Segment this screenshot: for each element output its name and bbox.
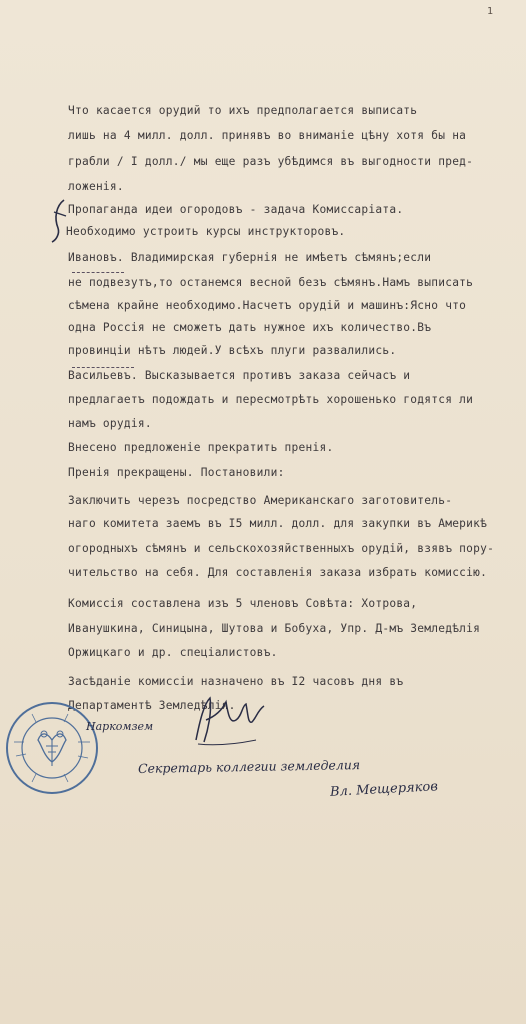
secretary-name-signature: Вл. Мещеряков	[329, 779, 439, 800]
text-line: наго комитета заемъ въ I5 милл. долл. для закупки въ Америкѣ	[68, 517, 488, 530]
text-line: огородныхъ сѣмянъ и сельскохозяйственныхъ орудiй, взявъ пору-	[68, 542, 495, 555]
page-number: 1	[487, 6, 494, 17]
official-seal-stamp	[4, 700, 100, 796]
text-line: намъ орудiя.	[68, 417, 152, 430]
underline-mark	[72, 272, 124, 273]
text-line: Пропаганда идеи огородовъ - задача Комиссарiата.	[68, 203, 404, 216]
text-line: Пренiя прекращены. Постановили:	[68, 466, 285, 479]
narkomzem-label: Наркомзем	[86, 720, 154, 733]
text-line: предлагаетъ подождать и пересмотрѣть хорошенько годятся ли	[68, 393, 474, 406]
text-line: лишь на 4 милл. долл. принявъ во вниманiе цѣну хотя бы на	[68, 129, 467, 142]
text-line: Необходимо устроить курсы инструкторовъ.	[66, 225, 346, 238]
text-line: Заключить черезъ посредство Американскаго заготовитель-	[68, 494, 453, 507]
text-line: Ивановъ. Владимирская губернiя не имѣетъ сѣмянъ;если	[68, 251, 432, 264]
text-line: одна Россiя не сможетъ дать нужное ихъ количество.Въ	[68, 321, 432, 334]
text-line: Внесено предложенiе прекратить пренiя.	[68, 441, 334, 454]
text-line: грабли / I долл./ мы еще разъ убѣдимся въ выгодности пред-	[68, 155, 474, 168]
text-line: не подвезутъ,то останемся весной безъ сѣмянъ.Намъ выписать	[68, 276, 474, 289]
text-line: Оржицкаго и др. спецiалистовъ.	[68, 646, 278, 659]
text-line: Департаментѣ Земледѣлiя.	[68, 699, 236, 712]
text-line: чительство на себя. Для составленiя заказа избрать комиссiю.	[68, 566, 488, 579]
text-line: ложенiя.	[68, 180, 124, 193]
text-line: Комиссiя составлена изъ 5 членовъ Совѣта: Хотрова,	[68, 597, 418, 610]
text-line: Иванушкина, Синицына, Шутова и Бобуха, Упр. Д-мъ Земледѣлiя	[68, 622, 481, 635]
text-line: Васильевъ. Высказывается противъ заказа сейчасъ и	[68, 369, 411, 382]
text-line: сѣмена крайне необходимо.Насчетъ орудiй и машинъ:Ясно что	[68, 299, 467, 312]
text-line: Что касается орудий то ихъ предполагается выписать	[68, 104, 418, 117]
underline-mark	[72, 367, 134, 368]
narkomzem-signature	[186, 690, 272, 750]
text-line: провинцiи нѣтъ людей.У всѣхъ плуги развалились.	[68, 344, 397, 357]
text-line: Засѣданiе комиссiи назначено въ I2 часовъ дня въ	[68, 675, 404, 688]
secretary-label: Секретарь коллегии земледелия	[137, 757, 361, 776]
handwritten-bracket-mark	[48, 198, 70, 244]
